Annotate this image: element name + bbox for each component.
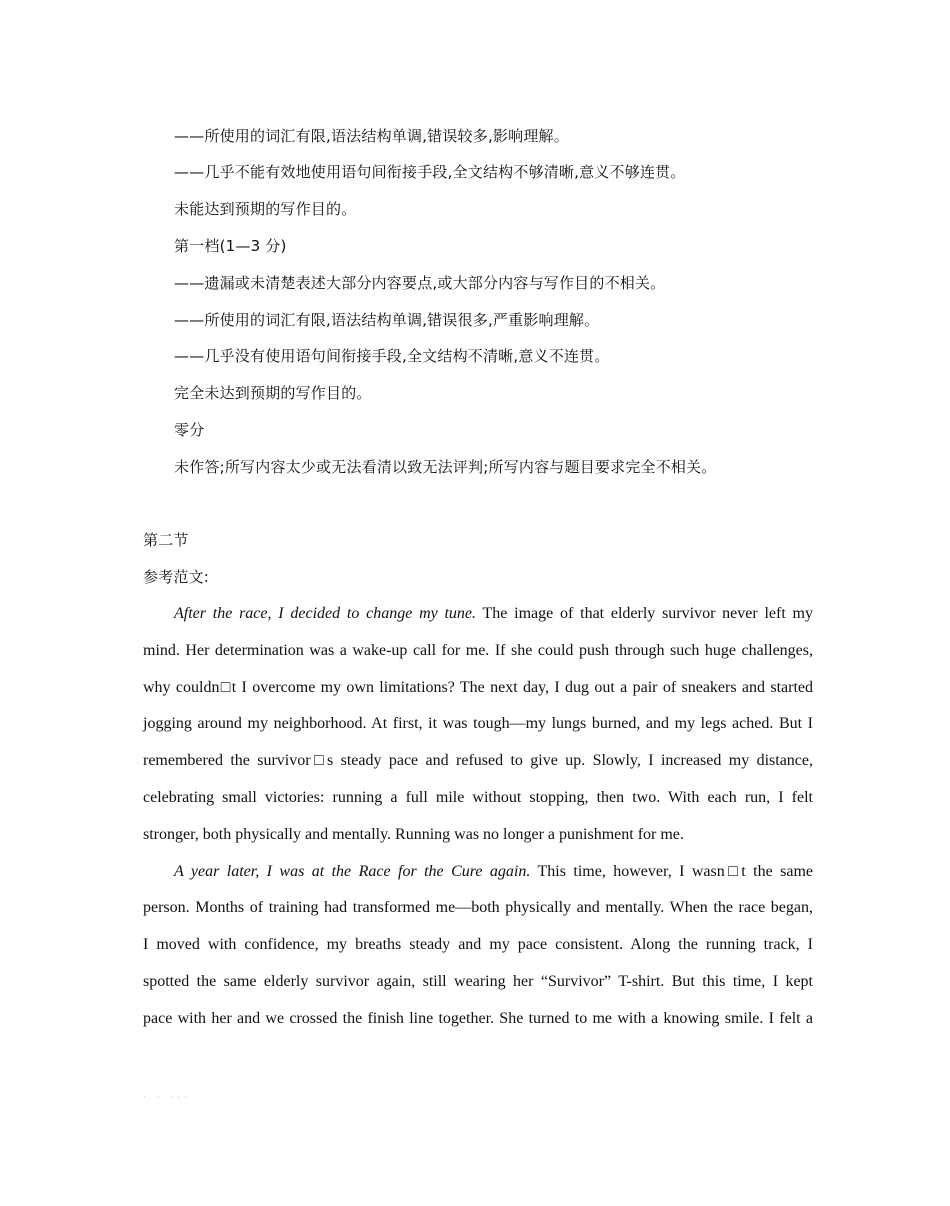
essay-paragraph-line: celebrating small victories: running a full mile without stopping, then two. With each run, I felt [143,789,813,806]
rubric-line: ——所使用的词汇有限,语法结构单调,错误较多,影响理解。 [174,127,569,145]
essay-paragraph-line [174,604,813,624]
essay-paragraph-line: stronger, both physically and mentally. Running was no longer a punishment for me. [143,826,684,843]
sample-essay-label: 参考范文: [143,568,210,586]
section-heading: 第二节 [143,531,189,549]
rubric-line: ——几乎没有使用语句间衔接手段,全文结构不清晰,意义不连贯。 [174,347,610,365]
essay-paragraph-line [174,862,813,882]
essay-lead-sentence: A year later, I was at the Race for the Cure again. [174,863,531,880]
rubric-grade-heading: 第一档(1—3 分) [174,237,287,255]
essay-paragraph-line: why couldn□t I overcome my own limitations? The next day, I dug out a pair of sneakers and started [143,679,813,696]
rubric-line: 未能达到预期的写作目的。 [174,200,357,218]
rubric-line: 未作答;所写内容太少或无法看清以致无法评判;所写内容与题目要求完全不相关。 [174,458,717,476]
essay-paragraph-line: remembered the survivor□s steady pace and refused to give up. Slowly, I increased my distance, [143,752,813,769]
essay-paragraph-line: I moved with confidence, my breaths steady and my pace consistent. Along the running track, I [143,936,813,953]
essay-paragraph-line: jogging around my neighborhood. At first, it was tough—my lungs burned, and my legs ached. But I [143,715,813,732]
essay-paragraph-line: spotted the same elderly survivor again, still wearing her “Survivor” T-shirt. But this time, I kept [143,973,813,990]
essay-text: The image of that elderly survivor never left my [476,605,814,622]
rubric-line: 完全未达到预期的写作目的。 [174,384,372,402]
rubric-grade-heading: 零分 [174,421,205,439]
essay-paragraph-line: person. Months of training had transformed me—both physically and mentally. When the race began, [143,899,813,916]
essay-lead-sentence: After the race, I decided to change my tune. [174,605,477,622]
essay-paragraph-line: mind. Her determination was a wake-up call for me. If she could push through such huge challenges, [143,642,813,659]
essay-paragraph-line: pace with her and we crossed the finish line together. She turned to me with a knowing smile. I felt a [143,1010,813,1027]
footer-mark: · · ··· [143,1093,192,1103]
rubric-line: ——几乎不能有效地使用语句间衔接手段,全文结构不够清晰,意义不够连贯。 [174,163,686,181]
essay-text: This time, however, I wasn□t the same [530,863,814,880]
rubric-line: ——遗漏或未清楚表述大部分内容要点,或大部分内容与写作目的不相关。 [174,274,666,292]
rubric-line: ——所使用的词汇有限,语法结构单调,错误很多,严重影响理解。 [174,311,600,329]
